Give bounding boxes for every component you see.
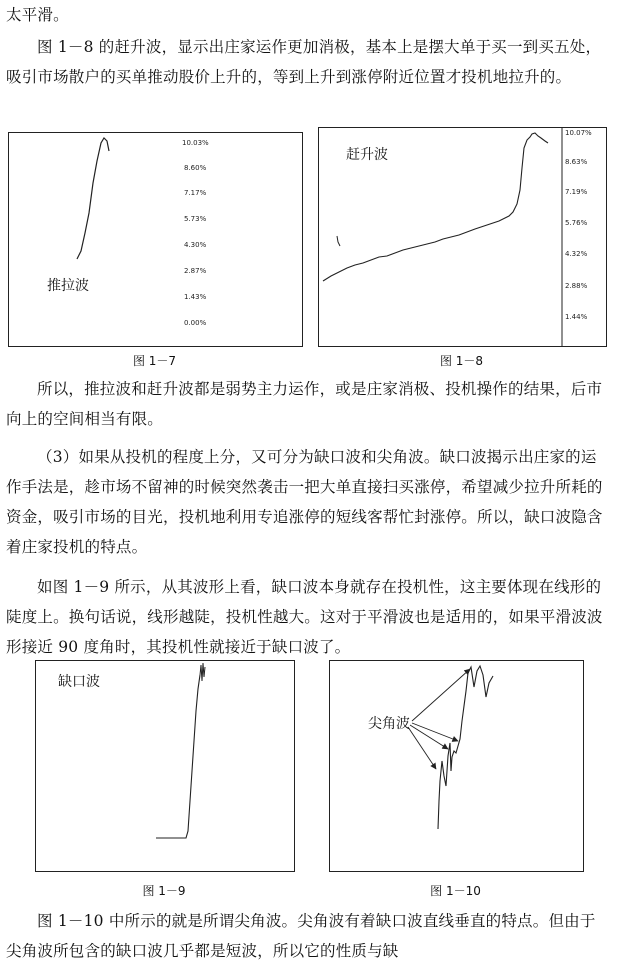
- paragraph-4: 如图 1－9 所示，从其波形上看，缺口波本身就存在投机性，这主要体现在线形的陡度上。换句话说，线形越陡，投机性越大。这对于平滑波也是适用的，如果平滑波波形接近 90 度角时，其投机性就接近于缺口波了。: [6, 578, 603, 656]
- tick-label: 1.43%: [184, 293, 207, 301]
- gap-wave-chart: [36, 661, 294, 871]
- figure-1-10: [329, 660, 584, 872]
- tick-label: 8.63%: [565, 158, 588, 166]
- tick-label: 5.73%: [184, 215, 207, 223]
- price-line: [77, 138, 109, 259]
- tick-label: 2.87%: [184, 267, 207, 275]
- figure-caption: 图 1－7: [132, 354, 177, 368]
- paragraph-0: 太平滑。: [6, 6, 69, 24]
- tick-label: 0.00%: [184, 319, 207, 327]
- figure-label: 尖角波: [368, 716, 410, 732]
- figure-label: 缺口波: [58, 674, 100, 690]
- tick-label: 2.88%: [565, 282, 588, 290]
- tick-label: 10.03%: [182, 139, 209, 147]
- figure-caption: 图 1－8: [439, 354, 484, 368]
- arrow: [412, 723, 458, 741]
- figure-1-8: [318, 127, 607, 347]
- tick-label: 7.19%: [565, 188, 588, 196]
- push-pull-wave-chart: [9, 133, 302, 346]
- paragraph-3: （3）如果从投机的程度上分，又可分为缺口波和尖角波。缺口波揭示出庄家的运作手法是，趁市场不留神的时候突然袭击一把大单直接扫买涨停，希望减少拉升所耗的资金，吸引市场的目光，投机地利用专追涨停的短线客帮忙封涨停。所以，缺口波隐含着庄家投机的特点。: [6, 448, 603, 556]
- paragraph-5: 图 1－10 中所示的就是所谓尖角波。尖角波有着缺口波直线垂直的特点。但由于尖角波所包含的缺口波几乎都是短波，所以它的性质与缺: [6, 912, 596, 960]
- figure-label: 赶升波: [346, 147, 388, 163]
- figure-1-9: [35, 660, 295, 872]
- price-spike: [200, 663, 205, 681]
- tick-label: 4.32%: [565, 250, 588, 258]
- price-line-start: [337, 236, 340, 246]
- tick-label: 7.17%: [184, 189, 207, 197]
- tick-label: 5.76%: [565, 219, 588, 227]
- figure-caption: 图 1－9: [142, 884, 186, 898]
- tick-label: 10.07%: [565, 129, 592, 137]
- paragraph-1: 图 1－8 的赶升波，显示出庄家运作更加消极，基本上是摆大单于买一到买五处，吸引市场散户的买单推动股价上升的，等到上升到涨停附近位置才投机地拉升的。: [6, 38, 602, 86]
- tick-label: 8.60%: [184, 164, 207, 172]
- price-line: [156, 675, 200, 838]
- tick-label: 4.30%: [184, 241, 207, 249]
- spike-wave-chart: [330, 661, 583, 871]
- arrow: [408, 727, 436, 769]
- figure-1-7: [8, 132, 303, 347]
- paragraph-2: 所以，推拉波和赶升波都是弱势主力运作，或是庄家消极、投机操作的结果，后市向上的空间相当有限。: [6, 380, 603, 428]
- arrow: [412, 669, 470, 721]
- tick-label: 1.44%: [565, 313, 588, 321]
- arrow: [410, 725, 448, 749]
- figure-caption: 图 1－10: [430, 884, 481, 898]
- figure-label: 推拉波: [47, 278, 89, 294]
